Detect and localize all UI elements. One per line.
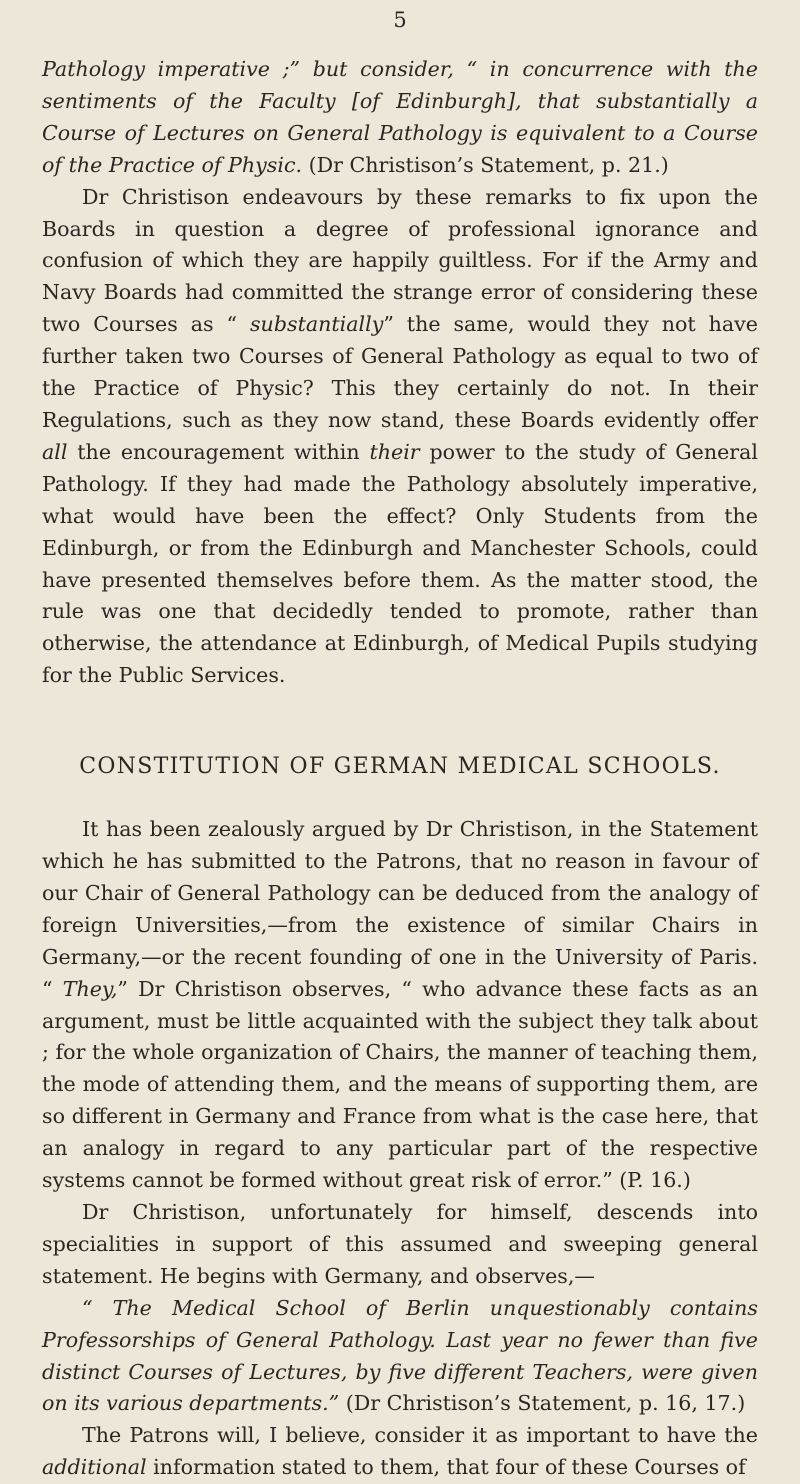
emphasis: substantially — [249, 312, 384, 337]
emphasis: their — [369, 439, 420, 464]
quotation-continuation — [42, 54, 758, 182]
quotation-text: “ The Medical School of Berlin unquestionably contains Professorships of General Pathology. Last year no fewer than five distinct Courses of Lectures, by five different Teachers, were given on its various departments.” — [42, 1295, 758, 1416]
text-run: the encouragement within — [67, 439, 370, 464]
emphasis: They, — [62, 976, 118, 1001]
text-run: ” Dr Christison observes, “ who advance these facts as an argument, must be little acquainted with the subject they talk about ; for the whole organization of Chairs, the manner of teaching them, the mode of attending them, and the means of supporting them, are so different in Germany and France from what is the case here, that an analogy in regard to any particular part of the respective systems cannot be formed without great risk of error.” (P. 16.) — [42, 976, 758, 1193]
paragraph-boards — [42, 182, 758, 693]
quotation-text: Pathology imperative ;” but consider, “ in concurrence with the sentiments of the Faculty [of Edinburgh], that substantially a Course of Lectures on General Pathology is equivalent to a Course of the Practice of Physic. — [42, 57, 758, 177]
emphasis: additional — [42, 1455, 147, 1480]
paragraph-foreign-universities — [42, 814, 758, 1197]
section-heading: CONSTITUTION OF GERMAN MEDICAL SCHOOLS. — [79, 754, 721, 780]
quotation-berlin — [42, 1293, 758, 1421]
paragraph-patrons — [42, 1420, 758, 1484]
text-run: The Patrons will, I believe, consider it as important to have the — [82, 1423, 758, 1448]
text-run: Dr Christison endeavours by these remarks to fix upon the Boards in question a degree of professional ignorance and confusion of which they are happily guiltless. For if the Army and Navy Boards had committed the strange error of considering these two Courses as “ — [42, 184, 758, 337]
paragraph-specialities: Dr Christison, unfortunately for himself, descends into specialities in support of this assumed and sweeping general statement. He begins with Germany, and observes,— — [42, 1200, 758, 1288]
text-run: It has been zealously argued by Dr Christison, in the Statement which he has submitted to the Patrons, that no reason in favour of our Chair of General Pathology can be deduced from the analogy of foreign Universities,—from the existence of similar Chairs in Germany,—or the recent founding of one in the University of Paris. “ — [42, 817, 758, 1001]
page-number: 5 — [393, 8, 407, 32]
emphasis: all — [42, 439, 68, 464]
citation: (Dr Christison’s Statement, p. 21.) — [302, 152, 669, 177]
text-run: ” the same, would they not have further taken two Courses of General Pathology as equal to two of the Practice of Physic? This they certainly do not. In their Regulations, such as they now stand, these Boards evidently offer — [42, 312, 758, 432]
text-run: information stated to them, that four of these Courses of — [146, 1455, 746, 1480]
citation: (Dr Christison’s Statement, p. 16, 17.) — [339, 1391, 746, 1416]
text-run: power to the study of General Pathology. If they had made the Pathology absolutely imperative, what would have been the effect? Only Students from the Edinburgh, or from the Edinburgh and Manchester Schools, could have presented themselves before them. As the matter stood, the rule was one that decidedly tended to promote, rather than otherwise, the attendance at Edinburgh, of Medical Pupils studying for the Public Services. — [42, 439, 758, 688]
